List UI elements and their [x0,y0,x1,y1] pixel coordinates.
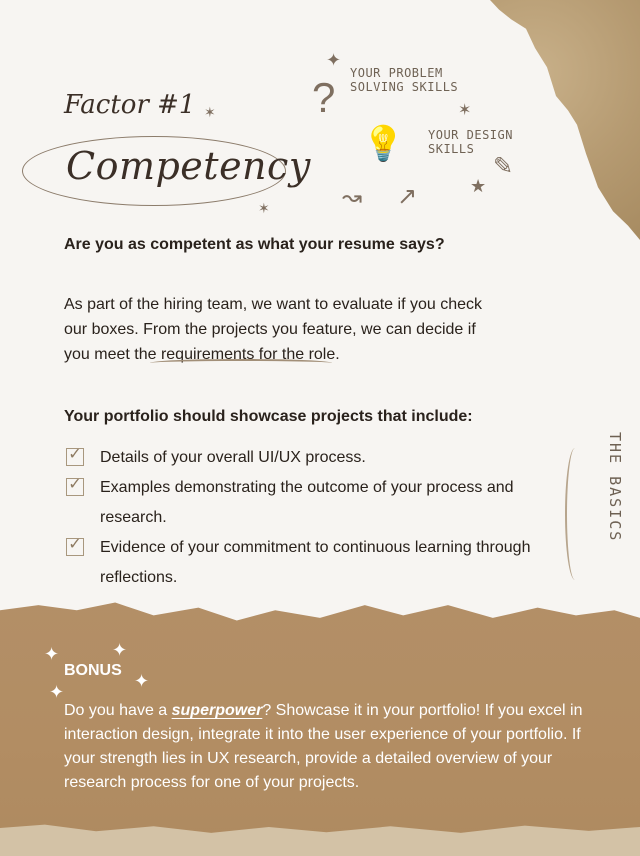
sparkle-icon: ✦ [112,640,128,660]
list-item [64,443,564,473]
question-mark-icon: ? [312,74,336,121]
page-title: Competency [66,144,311,188]
star-icon: ✶ [258,200,270,216]
sparkle-icon: ✦ [49,682,65,702]
star-icon: ✦ [326,50,342,70]
intro-paragraph: As part of the hiring team, we want to evaluate if you check our boxes. From the projects you feature, we can decide if you meet the requirements for the role. [64,296,482,363]
star-icon: ✶ [204,104,216,120]
curly-brace [565,448,585,580]
sparkle-icon: ✦ [44,644,60,664]
competency-question: Are you as competent as what your resume says? [64,236,445,253]
checkbox-icon: ✓ [66,538,84,556]
underline-scribble [150,359,332,367]
header [64,90,195,120]
bonus-text [64,699,584,795]
factor-label: Factor #1 [64,90,196,120]
list-item-text: Details of your overall UI/UX process. [100,449,366,466]
list-item [64,533,564,593]
list-item-text: Evidence of your commitment to continuous learning through reflections. [100,539,531,586]
star-icon: ★ [470,176,487,196]
bonus-title: BONUS [64,662,122,679]
design-skills-note: YOUR DESIGN SKILLS [428,128,513,156]
problem-solving-note: YOUR PROBLEM SOLVING SKILLS [350,66,459,94]
list-item-text: Examples demonstrating the outcome of your process and research. [100,479,514,526]
arrow-icon: ↗ [397,183,418,210]
torn-paper-top-right [490,0,640,240]
portfolio-heading: Your portfolio should showcase projects that include: [64,408,473,425]
bonus-suffix: ? Showcase it in your portfolio! If you excel in interaction design, integrate it into the user experience of your portfolio. If your strength lies in UX research, provide a detailed overview of your research process for one of your projects. [64,702,583,791]
bonus-prefix: Do you have a [64,702,172,719]
superpower-highlight: superpower [171,702,263,719]
lightbulb-icon: 💡 [362,125,405,163]
list-item [64,473,564,533]
sparkle-icon: ✦ [134,671,150,691]
pencils-icon: ✎ [493,153,514,180]
arrow-icon: ↝ [342,184,363,211]
requirements-list [64,443,564,593]
checkbox-icon: ✓ [66,478,84,496]
checkbox-icon: ✓ [66,448,84,466]
basics-label: THE BASICS [606,432,624,543]
star-icon: ✶ [458,102,472,119]
